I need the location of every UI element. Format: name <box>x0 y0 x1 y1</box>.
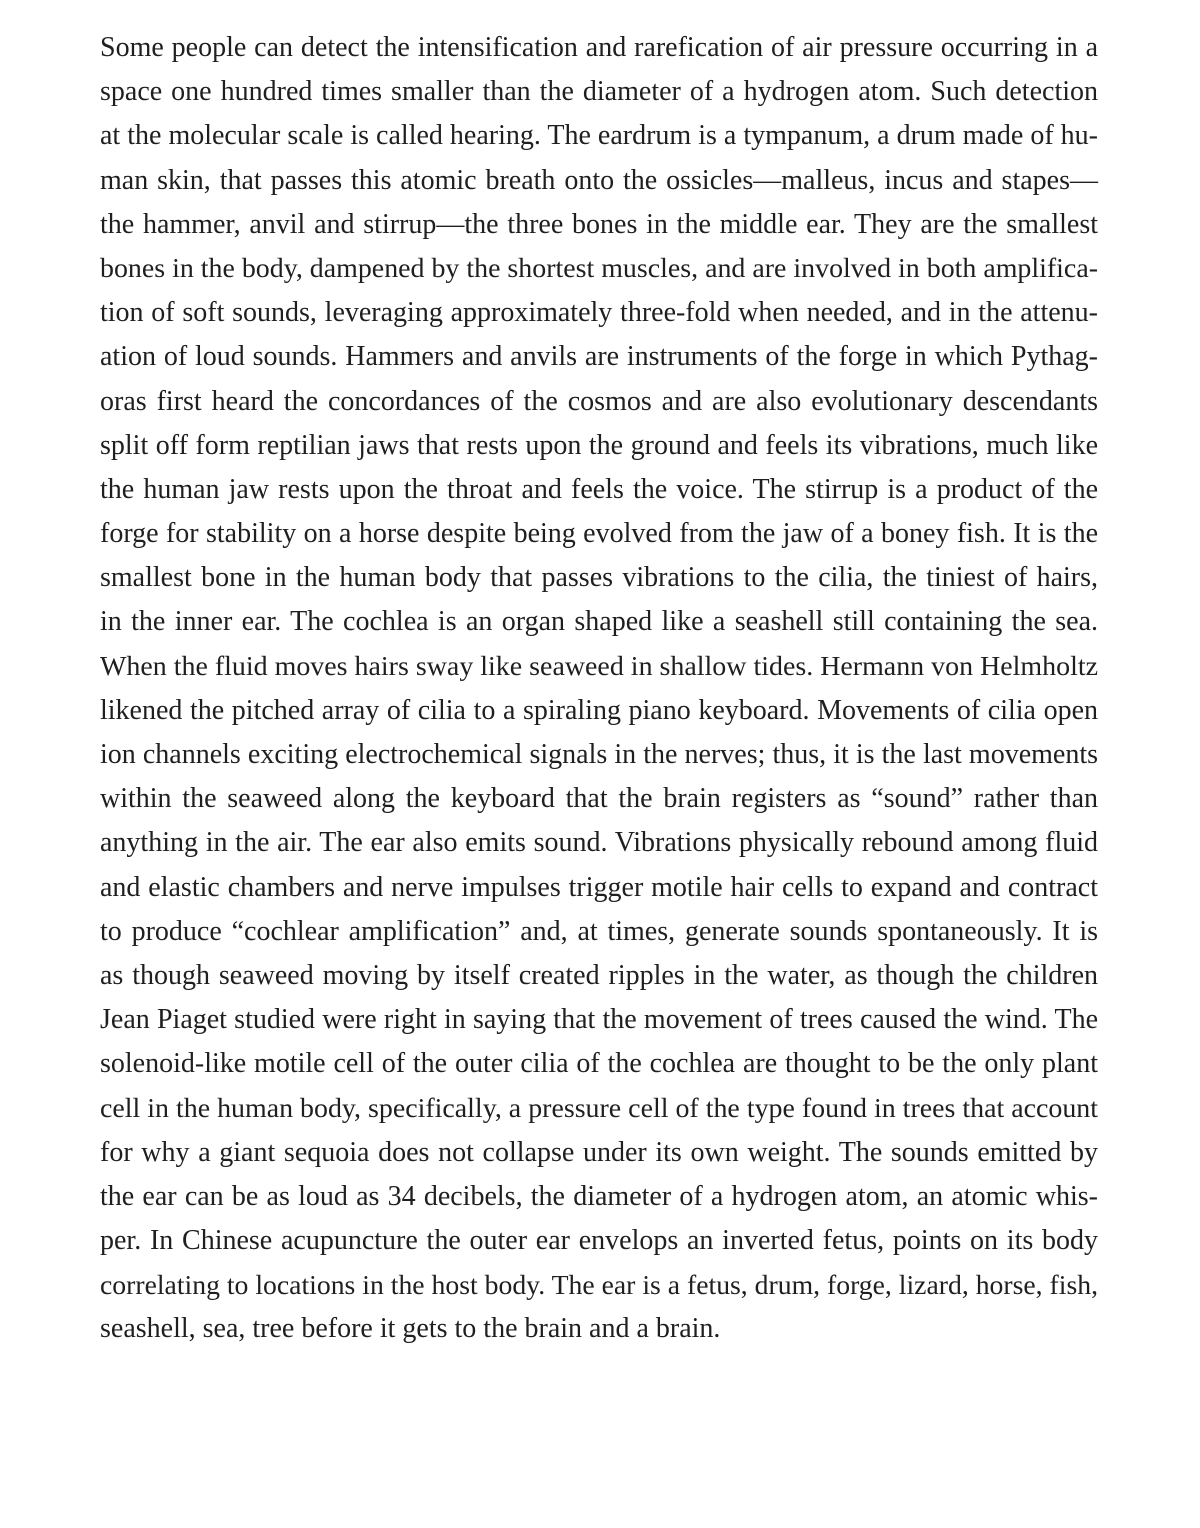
paragraph-line-24: solenoid-like motile cell of the outer cilia of the cochlea are thought to be the only plant <box>100 1048 1098 1080</box>
paragraph-line-21: to produce “cochlear amplification” and, at times, generate sounds spontaneously. It is <box>100 915 1098 947</box>
paragraph-line-23: Jean Piaget studied were right in saying that the movement of trees caused the wind. The <box>100 1004 1098 1036</box>
paragraph-line-1: Some people can detect the intensification and rarefication of air pressure occurring in a <box>100 32 1098 63</box>
paragraph-line-16: likened the pitched array of cilia to a spiraling piano keyboard. Movements of cilia open <box>100 694 1098 726</box>
paragraph-line-7: tion of soft sounds, leveraging approximately three-fold when needed, and in the attenu- <box>100 297 1098 329</box>
paragraph-line-26: for why a giant sequoia does not collapse under its own weight. The sounds emitted by <box>100 1136 1098 1168</box>
paragraph-line-10: split off form reptilian jaws that rests upon the ground and feels its vibrations, much like <box>100 429 1098 461</box>
paragraph-line-8: ation of loud sounds. Hammers and anvils are instruments of the forge in which Pythag- <box>100 341 1098 373</box>
paragraph-line-2: space one hundred times smaller than the diameter of a hydrogen atom. Such detection <box>100 76 1098 108</box>
paragraph-line-25: cell in the human body, specifically, a pressure cell of the type found in trees that account <box>100 1092 1098 1124</box>
paragraph-line-15: When the fluid moves hairs sway like seaweed in shallow tides. Hermann von Helmholtz <box>100 650 1098 682</box>
paragraph-line-6: bones in the body, dampened by the shortest muscles, and are involved in both amplifica- <box>100 252 1098 284</box>
paragraph-line-14: in the inner ear. The cochlea is an organ shaped like a seashell still containing the sea. <box>100 606 1098 638</box>
paragraph-line-9: oras first heard the concordances of the cosmos and are also evolutionary descendants <box>100 385 1098 417</box>
paragraph-line-19: anything in the air. The ear also emits sound. Vibrations physically rebound among fluid <box>100 827 1098 859</box>
paragraph-line-12: forge for stability on a horse despite being evolved from the jaw of a boney fish. It is the <box>100 518 1098 550</box>
paragraph-line-27: the ear can be as loud as 34 decibels, the diameter of a hydrogen atom, an atomic whis- <box>100 1180 1098 1212</box>
paragraph-line-17: ion channels exciting electrochemical signals in the nerves; thus, it is the last movements <box>100 739 1098 770</box>
paragraph-line-11: the human jaw rests upon the throat and feels the voice. The stirrup is a product of the <box>100 473 1098 505</box>
paragraph-line-28: per. In Chinese acupuncture the outer ear envelops an inverted fetus, points on its body <box>100 1225 1098 1257</box>
paragraph-line-30: seashell, sea, tree before it gets to the brain and a brain. <box>100 1313 721 1345</box>
paragraph-line-5: the hammer, anvil and stirrup—the three bones in the middle ear. They are the smallest <box>100 208 1098 240</box>
paragraph-line-18: within the seaweed along the keyboard that the brain registers as “sound” rather than <box>100 783 1098 815</box>
paragraph-line-20: and elastic chambers and nerve impulses trigger motile hair cells to expand and contract <box>100 871 1098 903</box>
paragraph-line-29: correlating to locations in the host body. The ear is a fetus, drum, forge, lizard, horse, fish, <box>100 1269 1098 1301</box>
paragraph-line-13: smallest bone in the human body that passes vibrations to the cilia, the tiniest of hairs, <box>100 562 1098 594</box>
paragraph-line-22: as though seaweed moving by itself created ripples in the water, as though the children <box>100 959 1098 991</box>
body-paragraph <box>100 26 1098 1352</box>
paragraph-line-3: at the molecular scale is called hearing. The eardrum is a tympanum, a drum made of hu- <box>100 120 1098 152</box>
paragraph-line-4: man skin, that passes this atomic breath onto the ossicles—malleus, incus and stapes— <box>100 164 1098 196</box>
